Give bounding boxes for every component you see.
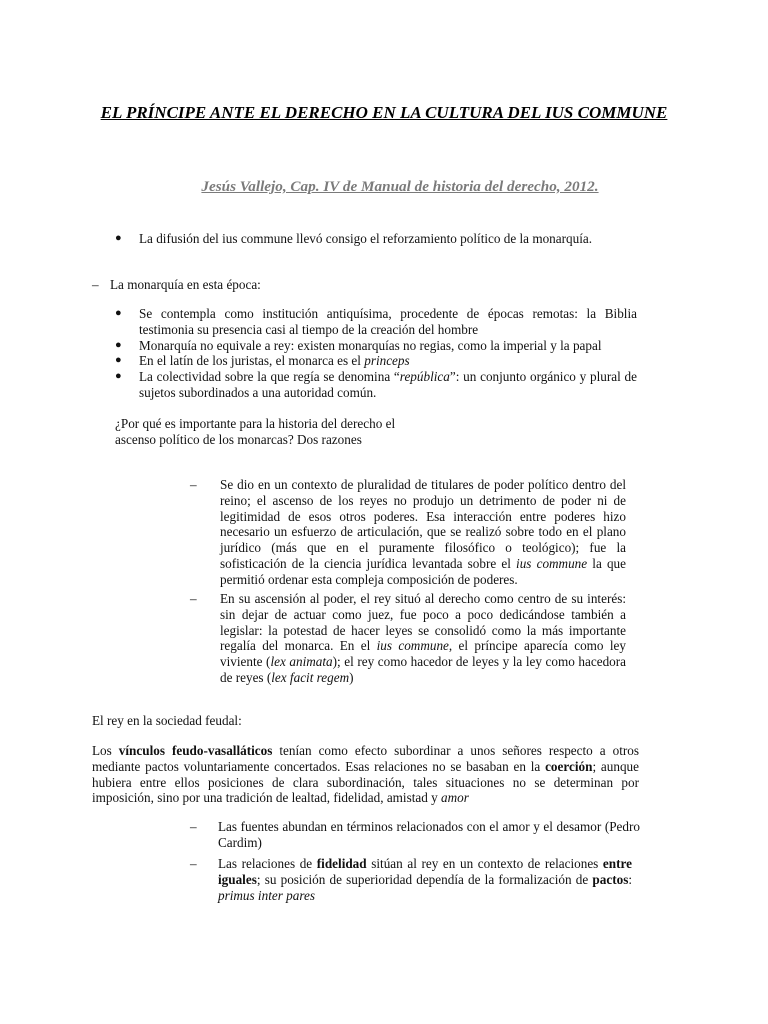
document-subtitle: Jesús Vallejo, Cap. IV de Manual de historia del derecho, 2012.	[201, 178, 599, 195]
text-segment: :	[628, 871, 632, 887]
dash-mark: –	[190, 477, 197, 492]
text-segment: La colectividad sobre la que regía se denomina “	[139, 369, 400, 385]
document-title: EL PRÍNCIPE ANTE EL DERECHO EN LA CULTURA DEL IUS COMMUNE	[100, 103, 668, 122]
bullet-mark: ●	[115, 307, 122, 319]
monarquia-heading	[92, 277, 392, 293]
emphasis-text: república	[399, 369, 450, 385]
bullet-mark: ●	[115, 338, 122, 351]
text-segment: , el príncipe aparecía como ley viviente (	[220, 638, 626, 670]
bold-text: vínculos feudo-vasalláticos	[118, 743, 273, 758]
text-segment: tenían como efecto subordinar a unos señores respecto a otros mediante pactos voluntariamente concertados. Esas relaciones no se basaban en la	[92, 743, 640, 774]
emphasis-text: princeps	[364, 353, 410, 369]
reason-text	[220, 591, 626, 686]
feudal-item-text	[218, 856, 632, 903]
bullet-mark: ●	[115, 370, 122, 383]
text-segment: sitúan al rey en un contexto de relaciones	[366, 856, 603, 871]
intro-bullet	[115, 231, 600, 247]
text-segment: ; su posición de superioridad dependía de la formalización de	[256, 871, 593, 887]
list-item	[115, 306, 637, 338]
text-segment: Los	[92, 743, 119, 758]
dash-mark: –	[190, 819, 197, 834]
feudal-item	[190, 819, 640, 851]
text-segment: Las relaciones de	[218, 856, 317, 871]
text-segment: ”: un conjunto orgánico y plural de sujetos subordinados a una autoridad común.	[139, 369, 638, 400]
reason-item	[190, 591, 626, 686]
question-line: ¿Por qué es importante para la historia del derecho el	[115, 416, 396, 431]
text-segment: En su ascensión al poder, el rey situó al derecho como centro de su interés: sin dejar de actuar como juez, fue poco a poco dedicándose también a legislar: la potestad de hacer leyes se consolidó como la más importante regalía del monarca. En el	[220, 591, 626, 654]
list-item	[115, 353, 637, 369]
text-segment: ; aunque hubiera entre ellos posiciones de clara subordinación, tales situaciones no se determinan por imposición, sino por una tradición de lealtad, fidelidad, amistad y	[92, 758, 640, 806]
emphasis-text: lex facit regem	[271, 669, 350, 685]
list-item-text: Monarquía no equivale a rey: existen monarquías no regias, como la imperial y la papal	[139, 337, 602, 353]
reason-item	[190, 477, 626, 588]
feudal-item	[190, 856, 632, 903]
list-item	[115, 369, 637, 401]
feudal-heading: El rey en la sociedad feudal:	[92, 713, 242, 728]
text-segment: la que permitió ordenar esta compleja composición de poderes.	[220, 555, 626, 587]
text-segment: ); el rey como hacedor de leyes y la ley como hacedora de reyes (	[220, 654, 626, 685]
dash-mark: –	[190, 591, 197, 606]
question-line: ascenso político de los monarcas? Dos razones	[115, 431, 362, 447]
reason-text	[220, 477, 626, 588]
bold-text: fidelidad	[316, 856, 367, 871]
emphasis-text: primus inter pares	[218, 887, 315, 903]
list-item-text	[139, 353, 637, 369]
intro-bullet-text: La difusión del ius commune llevó consigo el reforzamiento político de la monarquía.	[139, 231, 593, 246]
feudal-paragraph	[92, 743, 639, 806]
emphasis-text: lex animata	[270, 654, 333, 670]
question-paragraph	[115, 416, 475, 448]
text-segment: )	[349, 669, 354, 685]
emphasis-text: amor	[441, 790, 469, 806]
dash-mark: –	[92, 277, 99, 292]
list-item-text	[139, 369, 637, 401]
list-item-text: Se contempla como institución antiquísima, procedente de épocas remotas: la Biblia testimonia su presencia casi al tiempo de la creación del hombre	[139, 306, 637, 337]
monarquia-heading-text: La monarquía en esta época:	[110, 277, 261, 292]
text-segment: En el latín de los juristas, el monarca es el	[139, 353, 365, 369]
monarquia-list	[115, 306, 637, 401]
bold-text: pactos	[592, 871, 629, 887]
bold-text: coerción	[545, 758, 593, 774]
list-item	[115, 338, 637, 354]
bullet-mark: ●	[115, 232, 122, 244]
bullet-mark: ●	[115, 354, 122, 367]
text-segment: Se dio en un contexto de pluralidad de titulares de poder político dentro del reino; el ascenso de los reyes no produjo un detrimento de poder ni de legitimidad de esos otros poderes. Esa interacción entre poderes hizo necesario un esfuerzo de articulación, que se realizó sobre todo en el plano jurídico (más que en el puramente filosófico o teológico); fue la sofisticación de la ciencia jurídica levantada sobre el	[220, 477, 626, 571]
emphasis-text: ius commune	[376, 638, 449, 654]
dash-mark: –	[190, 856, 197, 871]
bold-text: entre iguales	[218, 856, 632, 887]
emphasis-text: ius commune	[516, 555, 588, 571]
feudal-item-text: Las fuentes abundan en términos relacionados con el amor y el desamor (Pedro Cardim)	[218, 819, 640, 850]
